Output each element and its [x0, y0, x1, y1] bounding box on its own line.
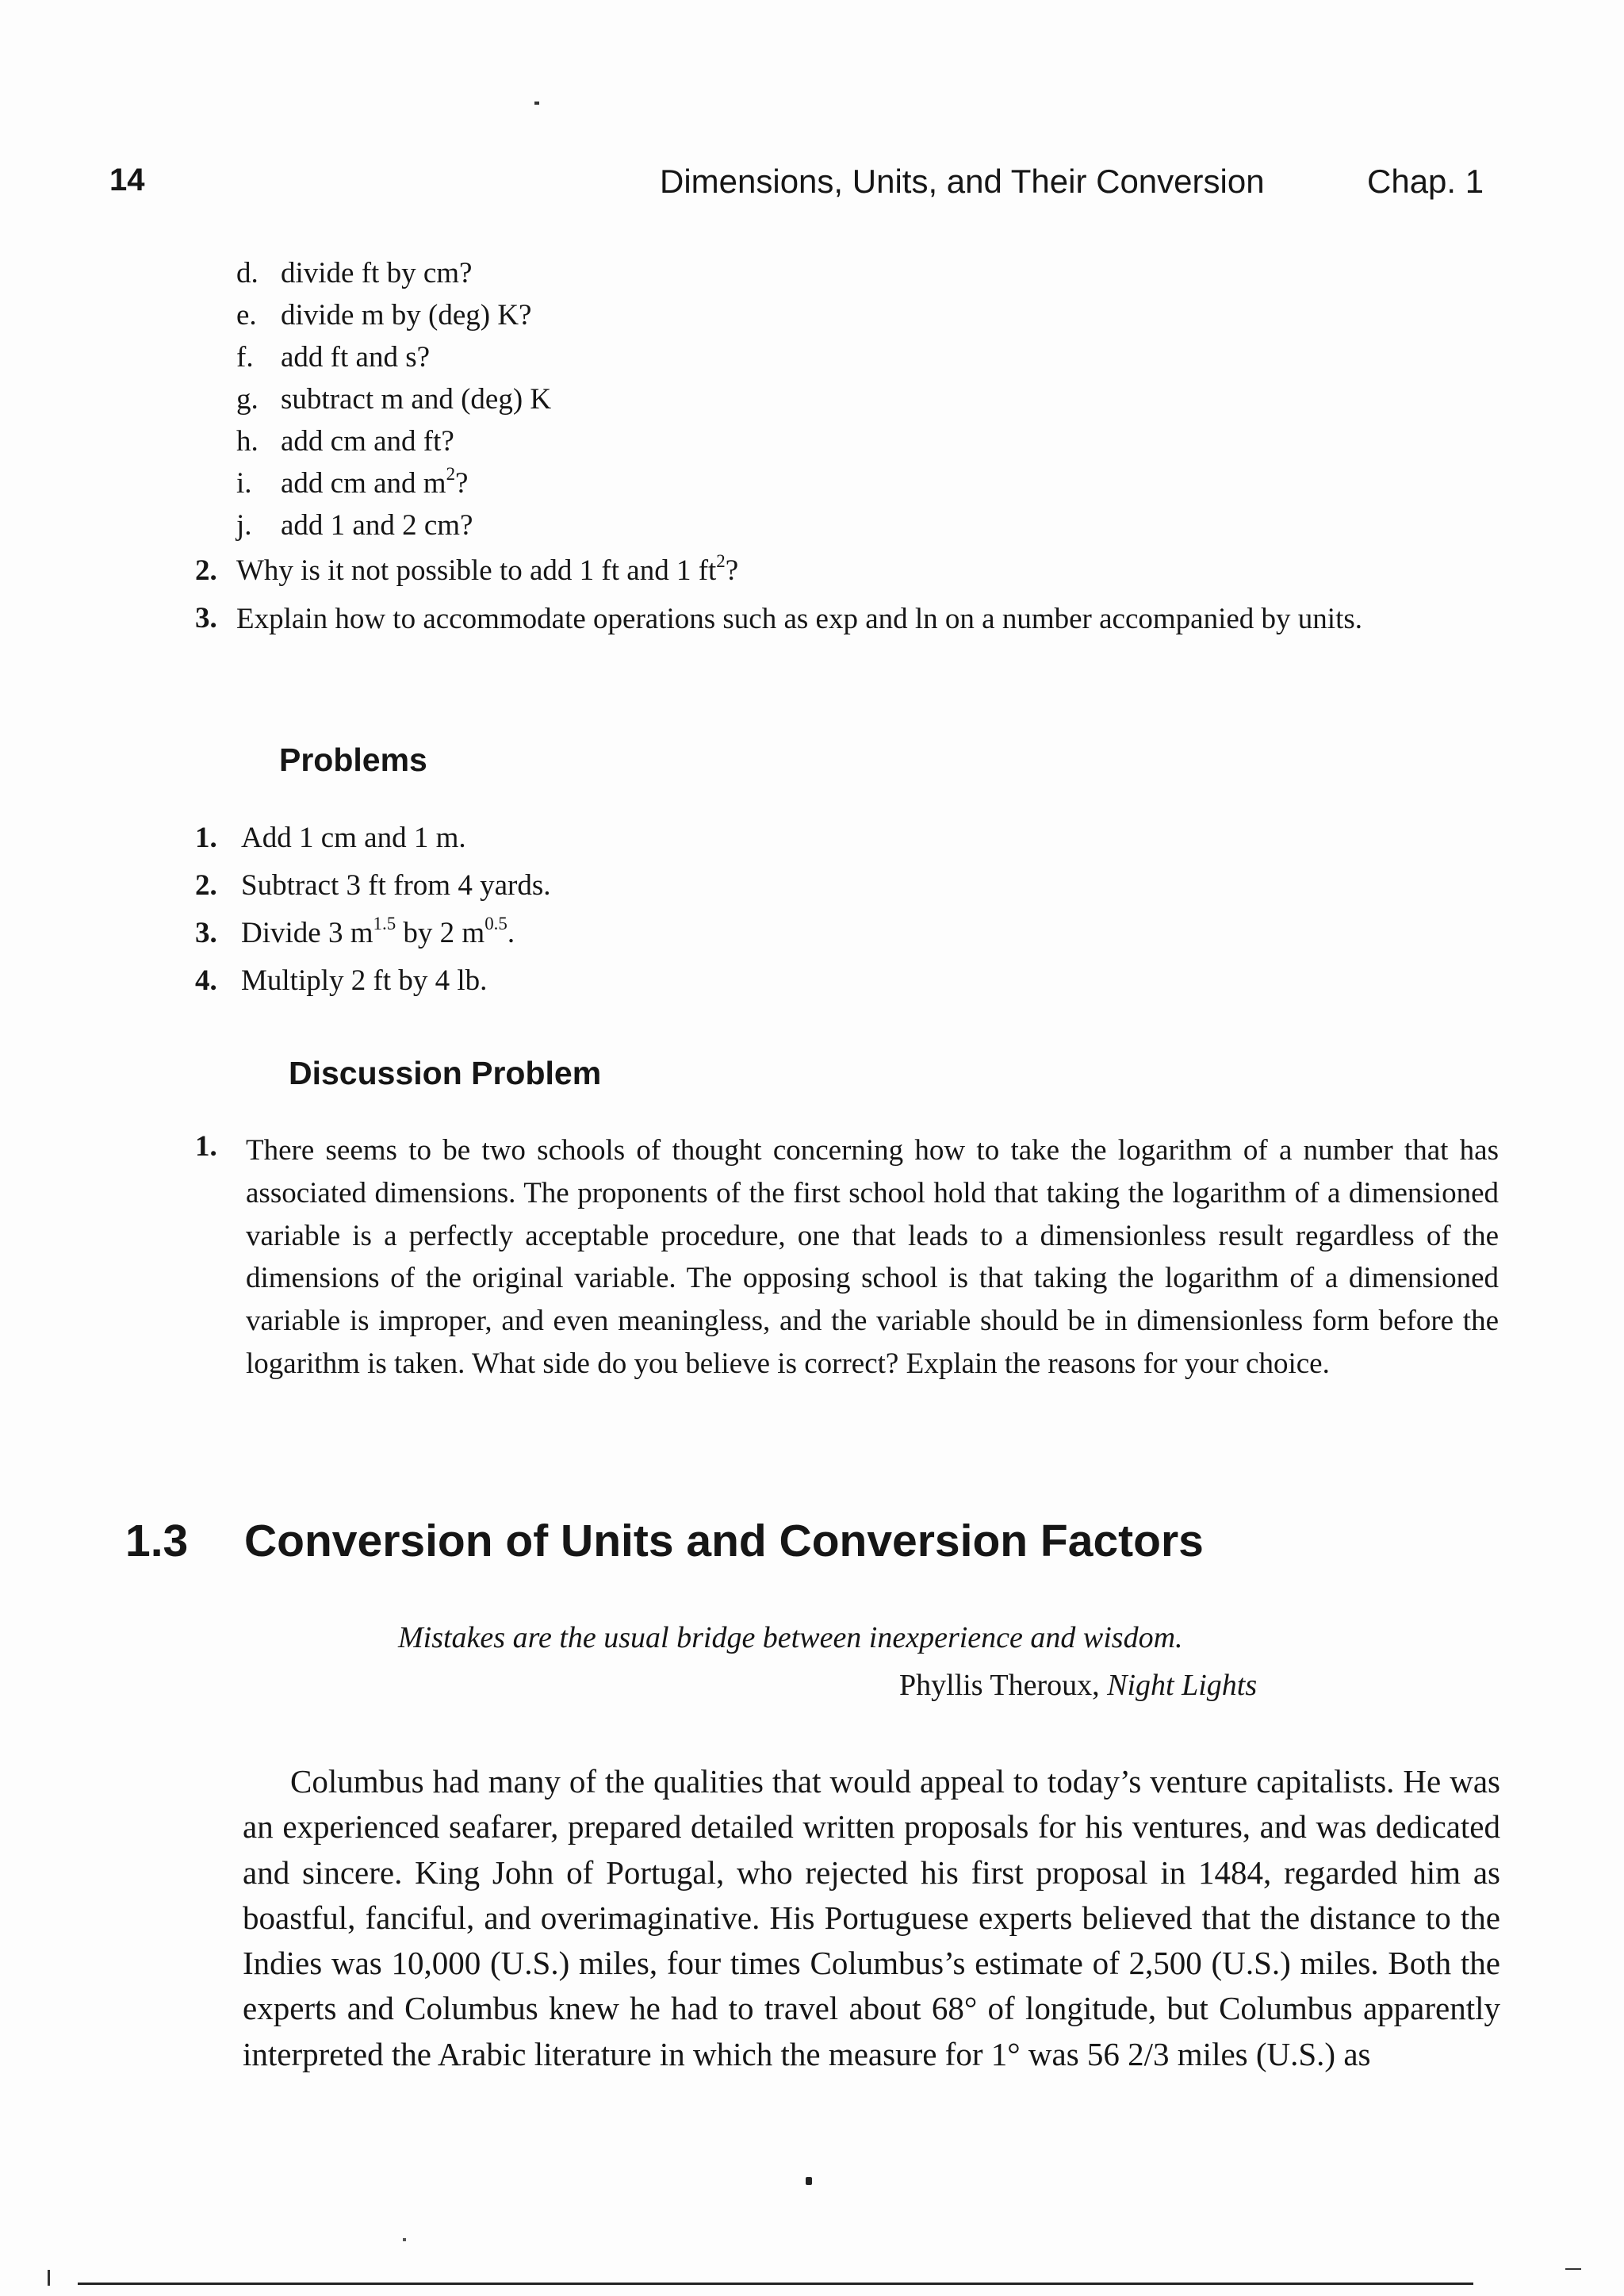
question-text: Explain how to accommodate operations such as exp and ln on a number accompanied by units.	[236, 603, 1363, 635]
list-item	[236, 336, 551, 378]
scan-edge-line	[78, 2283, 1473, 2285]
list-item	[236, 378, 551, 420]
epigraph-work: Night Lights	[1107, 1669, 1258, 1702]
scan-speck	[403, 2238, 406, 2241]
list-item	[195, 957, 550, 1005]
list-item	[195, 815, 550, 862]
list-item	[236, 420, 551, 462]
question-text-end: ?	[725, 554, 739, 587]
question-1-subitems	[236, 252, 551, 546]
section-title: Conversion of Units and Conversion Factors	[244, 1516, 1204, 1566]
subitem-text: add cm and ft?	[281, 425, 454, 458]
subitem-letter: g.	[236, 383, 259, 416]
epigraph-quote: Mistakes are the usual bridge between inexperience and wisdom.	[398, 1621, 1183, 1654]
problems-heading: Problems	[279, 742, 427, 778]
problem-number: 2.	[195, 869, 217, 902]
subitem-letter: d.	[236, 257, 259, 289]
superscript: 1.5	[373, 913, 396, 933]
question-text	[236, 549, 1529, 593]
running-chapter: Chap. 1	[1367, 163, 1484, 200]
subitem-text: divide m by (deg) K?	[281, 299, 532, 332]
subitem-letter: j.	[236, 509, 252, 542]
list-item	[195, 862, 550, 910]
scan-speck	[534, 102, 539, 105]
epigraph-author: Phyllis Theroux,	[899, 1669, 1108, 1702]
epigraph-attribution	[899, 1668, 1257, 1703]
section-number: 1.3	[125, 1516, 189, 1566]
problem-text-mid: by 2 m	[396, 917, 485, 949]
scan-edge-line	[1565, 2268, 1581, 2270]
page-number: 14	[109, 163, 145, 197]
discussion-text: There seems to be two schools of thought concerning how to take the logarithm of a number that has associated dimensions. The proponents of the first school hold that taking the logarithm of a dimensioned variable is a perfectly acceptable procedure, one that leads to a dimensionless result regardless of the dimensions of the original variable. The opposing school is that taking the logarithm of a dimensioned variable is improper, and even meaningless, and the variable should be in dimensionless form before the logarithm is taken. What side do you believe is correct? Explain the reasons for your choice.	[246, 1134, 1499, 1380]
subitem-letter: e.	[236, 299, 257, 332]
problem-number: 4.	[195, 964, 217, 997]
subitem-text: add 1 and 2 cm?	[281, 509, 473, 542]
problem-text: Divide 3 m	[241, 917, 373, 949]
subitem-letter: h.	[236, 425, 259, 458]
superscript: 0.5	[485, 913, 508, 933]
subitem-letter: f.	[236, 341, 254, 374]
body-paragraph: Columbus had many of the qualities that would appeal to today’s venture capitalists. He was an experienced seafarer, prepared detailed written proposals for his ventures, and was dedicated and sincere. King John of Portugal, who rejected his first proposal in 1484, regarded him as boastful, fanciful, and overimaginative. His Portuguese experts believed that the distance to the Indies was 10,000 (U.S.) miles, four times Columbus’s estimate of 2,500 (U.S.) miles. Both the experts and Columbus knew he had to travel about 68° of longitude, but Columbus apparently interpreted the Arabic literature in which the measure for 1° was 56 2/3 miles (U.S.) as	[243, 1763, 1500, 2072]
subitem-letter: i.	[236, 467, 252, 500]
subitem-text: subtract m and (deg) K	[281, 383, 552, 416]
problem-text: Subtract 3 ft from 4 yards.	[241, 869, 551, 902]
problem-text: Add 1 cm and 1 m.	[241, 822, 466, 854]
problem-number: 1.	[195, 822, 217, 854]
problem-number: 3.	[195, 917, 217, 949]
scan-edge-mark	[48, 2270, 50, 2286]
list-item	[236, 504, 551, 546]
list-item	[236, 294, 551, 336]
scan-speck	[806, 2177, 812, 2185]
superscript: 2	[446, 463, 456, 484]
problem-text-end: .	[507, 917, 515, 949]
question-number: 3.	[195, 602, 217, 634]
list-item	[195, 910, 550, 957]
superscript: 2	[716, 550, 726, 571]
question-text-main: Why is it not possible to add 1 ft and 1 ft	[236, 554, 717, 587]
subitem-text-end: ?	[455, 467, 469, 500]
subitem-text: add cm and m	[281, 467, 446, 500]
problems-list	[195, 815, 550, 1005]
list-item	[236, 462, 551, 504]
subitem-text: add ft and s?	[281, 341, 431, 374]
discussion-number: 1.	[195, 1130, 217, 1163]
list-item	[236, 252, 551, 294]
problem-text: Multiply 2 ft by 4 lb.	[241, 964, 488, 997]
subitem-text: divide ft by cm?	[281, 257, 473, 289]
running-title: Dimensions, Units, and Their Conversion	[660, 163, 1265, 200]
discussion-heading: Discussion Problem	[289, 1055, 602, 1091]
question-number: 2.	[195, 554, 217, 587]
